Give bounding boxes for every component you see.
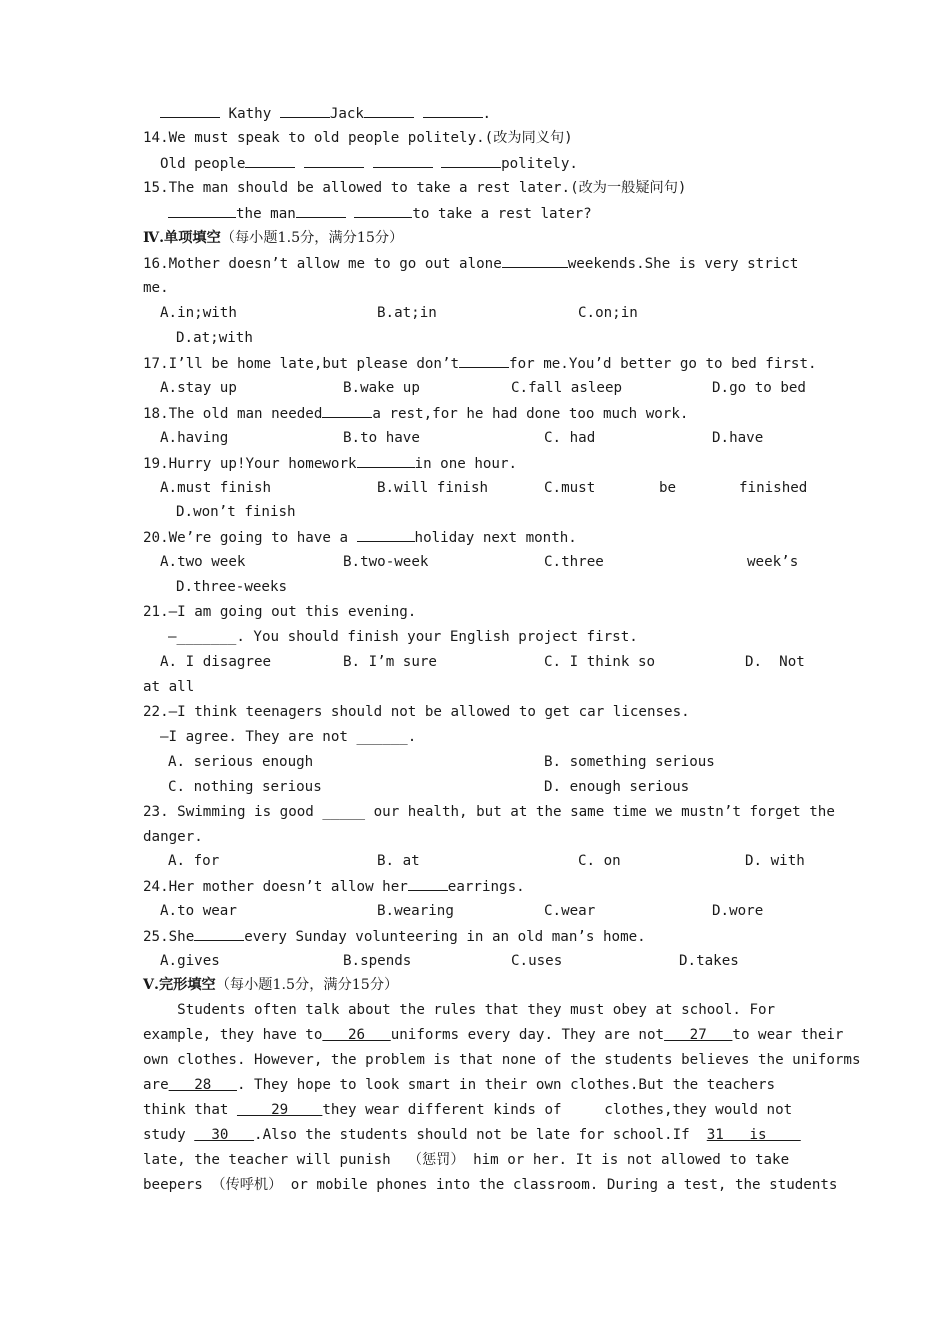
q23-option-a[interactable]: A. for [168,853,220,869]
q25-option-b[interactable]: B.spends [343,953,412,969]
q23-option-c[interactable]: C. on [578,853,621,869]
q25-option-c[interactable]: C.uses [511,953,563,969]
q16-option-a[interactable]: A.in;with [160,305,237,321]
blank[interactable] [441,151,501,168]
q17-option-b[interactable]: B.wake up [343,380,420,396]
q15-end: to take a rest later? [412,206,592,222]
q22-option-d[interactable]: D. enough serious [544,779,690,795]
blank[interactable] [408,874,448,891]
cloze-blank-26[interactable]: 26 [322,1027,391,1043]
q13-answer-line [160,101,491,126]
cloze-line-5: think that 29 they wear different kinds of clothes,they would not [143,1102,793,1118]
q23-option-b[interactable]: B. at [377,853,420,869]
cloze-line-3: own clothes. However, the problem is that none of the students believes the uniforms [143,1052,861,1068]
blank[interactable] [364,101,414,118]
q19-option-c-word: be [659,480,677,496]
q20-option-b[interactable]: B.two-week [343,554,429,570]
q15-answer-line [168,201,592,226]
blank[interactable] [245,151,295,168]
q17-option-d[interactable]: D.go to bed [712,380,806,396]
q22-option-b[interactable]: B. something serious [544,754,715,770]
q16-stem: 16.Mother doesn’t allow me to go out alone weekends.She is very strict [143,251,798,276]
blank[interactable] [459,351,509,368]
q18-option-b[interactable]: B.to have [343,430,420,446]
cloze-line-6: study 30 .Also the students should not be late for school.If 31 is [143,1127,801,1143]
q23-stem-cont: danger. [143,829,203,845]
q21-option-b[interactable]: B. I’m sure [343,654,437,670]
q22-stem: 22.—I think teenagers should not be allowed to get car licenses. [143,704,690,720]
cloze-line-1: Students often talk about the rules that they must obey at school. For [143,1002,776,1018]
q22-option-c[interactable]: C. nothing serious [168,779,322,795]
cloze-blank-29[interactable]: 29 [236,1102,323,1118]
blank[interactable] [168,201,236,218]
section-v-title: Ⅴ.完形填空 [143,977,216,993]
cloze-line-7: late, the teacher will punish （惩罚） him or her. It is not allowed to take [143,1152,790,1168]
cloze-line-8: beepers （传呼机） or mobile phones into the classroom. During a test, the students [143,1177,838,1193]
q16-option-b[interactable]: B.at;in [377,305,437,321]
q19-option-d[interactable]: D.won’t finish [176,504,296,520]
section-iv-heading [143,226,403,251]
q19-stem: 19.Hurry up!Your homework in one hour. [143,451,517,476]
q13-kathy: Kathy [228,106,272,122]
q17-stem: 17.I’ll be home late,but please don’t for me.You’d better go to bed first. [143,351,817,376]
q20-stem: 20.We’re going to have a holiday next month. [143,525,577,550]
q23-option-d[interactable]: D. with [745,853,805,869]
blank[interactable] [423,101,483,118]
q20-option-d[interactable]: D.three-weeks [176,579,288,595]
q17-option-c[interactable]: C.fall asleep [511,380,623,396]
cloze-line-4: are 28 . They hope to look smart in their own clothes.But the teachers [143,1077,776,1093]
q18-option-a[interactable]: A.having [160,430,229,446]
q20-option-c[interactable]: C.three [544,554,604,570]
blank[interactable] [322,401,372,418]
q21-stem: 21.—I am going out this evening. [143,604,417,620]
q19-option-c-word: finished [739,480,808,496]
cloze-blank-28[interactable]: 28 [168,1077,237,1093]
q22-stem-2: —I agree. They are not ______. [160,729,417,745]
blank[interactable] [502,251,568,268]
q25-option-a[interactable]: A.gives [160,953,220,969]
section-iv-title: Ⅳ.单项填空 [143,230,221,246]
blank[interactable] [160,101,220,118]
q16-option-c[interactable]: C.on;in [578,305,638,321]
blank[interactable] [296,201,346,218]
q13-end: . [482,106,492,122]
cloze-blank-30[interactable]: 30 [194,1127,255,1143]
q14-answer-line [160,151,578,176]
q25-stem: 25.She every Sunday volunteering in an old man’s home. [143,924,646,949]
q19-option-a[interactable]: A.must finish [160,480,272,496]
q18-option-d[interactable]: D.have [712,430,764,446]
q16-option-d[interactable]: D.at;with [176,330,253,346]
q20-option-a[interactable]: A.two week [160,554,246,570]
q20-option-c-word: week’s [747,554,799,570]
section-v-heading [143,973,398,998]
q14-end: politely. [501,156,578,172]
cloze-line-2: example, they have to 26 uniforms every day. They are not 27 to wear their [143,1027,844,1043]
blank[interactable] [373,151,433,168]
q23-stem: 23. Swimming is good _____ our health, but at the same time we mustn’t forget the [143,804,835,820]
q13-jack: Jack [329,106,364,122]
blank[interactable] [304,151,364,168]
q24-stem: 24.Her mother doesn’t allow her earrings. [143,874,525,899]
q24-option-c[interactable]: C.wear [544,903,596,919]
q24-option-a[interactable]: A.to wear [160,903,237,919]
blank[interactable] [280,101,330,118]
q17-option-a[interactable]: A.stay up [160,380,237,396]
cloze-blank-27[interactable]: 27 [664,1027,733,1043]
q24-option-d[interactable]: D.wore [712,903,764,919]
q14-stem: 14.We must speak to old people politely.(改为同义句) [143,130,573,146]
blank[interactable] [194,924,244,941]
q18-stem: 18.The old man needed a rest,for he had done too much work. [143,401,688,426]
q19-option-c[interactable]: C.must [544,480,596,496]
q24-option-b[interactable]: B.wearing [377,903,454,919]
section-iv-note: （每小题1.5分，满分15分） [220,230,404,246]
q21-option-a[interactable]: A. I disagree [160,654,272,670]
q16-stem-cont: me. [143,280,169,296]
q15-stem: 15.The man should be allowed to take a rest later.(改为一般疑问句) [143,180,687,196]
q21-option-d[interactable]: D. Not [745,654,805,670]
q21-option-d-cont: at all [143,679,195,695]
blank[interactable] [354,201,412,218]
q19-option-b[interactable]: B.will finish [377,480,489,496]
section-v-note: （每小题1.5分，满分15分） [215,977,399,993]
q21-stem-2: —_______. You should finish your English project first. [168,629,638,645]
blank[interactable] [357,525,415,542]
q18-option-c[interactable]: C. had [544,430,596,446]
q14-start: Old people [160,156,246,172]
q21-option-c[interactable]: C. I think so [544,654,656,670]
blank[interactable] [357,451,415,468]
cloze-blank-31[interactable]: 31 is [706,1127,801,1143]
q15-mid: the man [236,206,296,222]
q25-option-d[interactable]: D.takes [679,953,739,969]
q22-option-a[interactable]: A. serious enough [168,754,314,770]
